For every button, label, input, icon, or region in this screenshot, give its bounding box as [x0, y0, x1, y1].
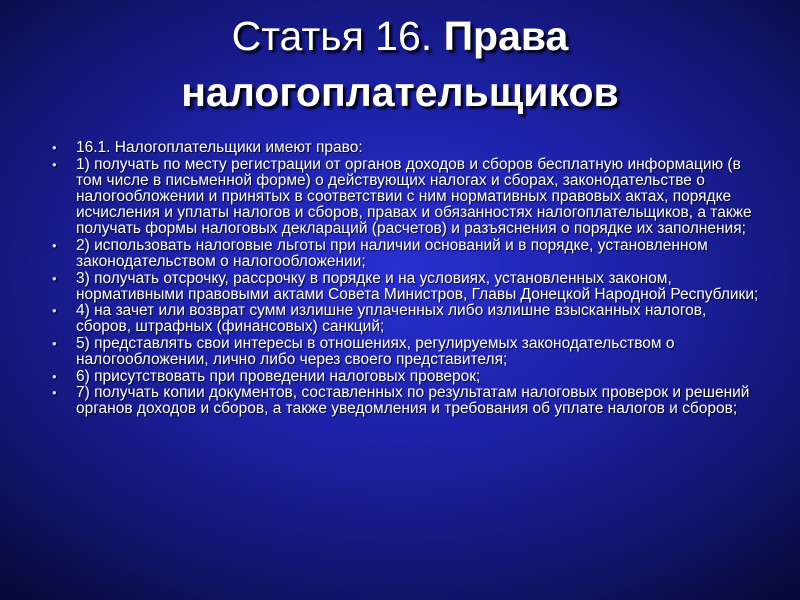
slide-title [40, 8, 760, 120]
bullet-icon: • [52, 385, 57, 401]
list-item [50, 303, 760, 335]
list-item-text: 7) получать копии документов, составленных по результатам налоговых проверок и решений органов доходов и сборов, а также уведомления и требования об уплате налогов и сборов; [76, 384, 750, 418]
list-item-text: 2) использовать налоговые льготы при наличии оснований и в порядке, установленном законодательством о налогообложении; [76, 236, 708, 271]
title-rights: Права налогоплательщиков [181, 13, 619, 115]
list-item [50, 238, 760, 270]
list-item-text: 16.1. Налогоплательщики имеют право: [76, 139, 363, 156]
list-item [50, 157, 760, 238]
bullet-icon: • [52, 303, 57, 319]
bullet-icon: • [52, 335, 57, 351]
list-item [50, 385, 760, 417]
list-item [50, 140, 760, 156]
bullet-icon: • [52, 270, 57, 286]
title-article-number: Статья 16. [231, 13, 444, 59]
bullet-list [50, 140, 760, 418]
list-item-text: 5) представлять свои интересы в отношениях, регулируемых законодательством о налогообложении, лично либо через своего представителя; [76, 334, 675, 369]
bullet-icon: • [52, 140, 57, 155]
list-item [50, 336, 760, 368]
list-item-text: 1) получать по месту регистрации от органов доходов и сборов бесплатную информацию (в том числе в письменной форме) о действующих налогах и сборах, законодательстве о налогообложении и принятых в соответствии с ним нормативных правовых актах, порядке исчисления и уплаты налогов и сборов, правах и обязанностях налогоплательщиков, а также получать формы налоговых деклараций (расчетов) и разъяснения о порядке их заполнения; [76, 155, 752, 238]
bullet-icon: • [52, 237, 57, 253]
list-item [50, 271, 760, 303]
bullet-icon: • [52, 368, 57, 384]
bullet-icon: • [52, 156, 57, 172]
list-item [50, 369, 760, 385]
list-item-text: 3) получать отсрочку, рассрочку в порядке и на условиях, установленных законом, нормативными правовыми актами Совета Министров, Главы Донецкой Народной Республики; [76, 269, 759, 303]
list-item-text: 6) присутствовать при проведении налоговых проверок; [76, 367, 481, 385]
list-item-text: 4) на зачет или возврат сумм излишне уплаченных либо излишне взысканных налогов, сборов, штрафных (финансовых) санкций; [76, 302, 707, 336]
